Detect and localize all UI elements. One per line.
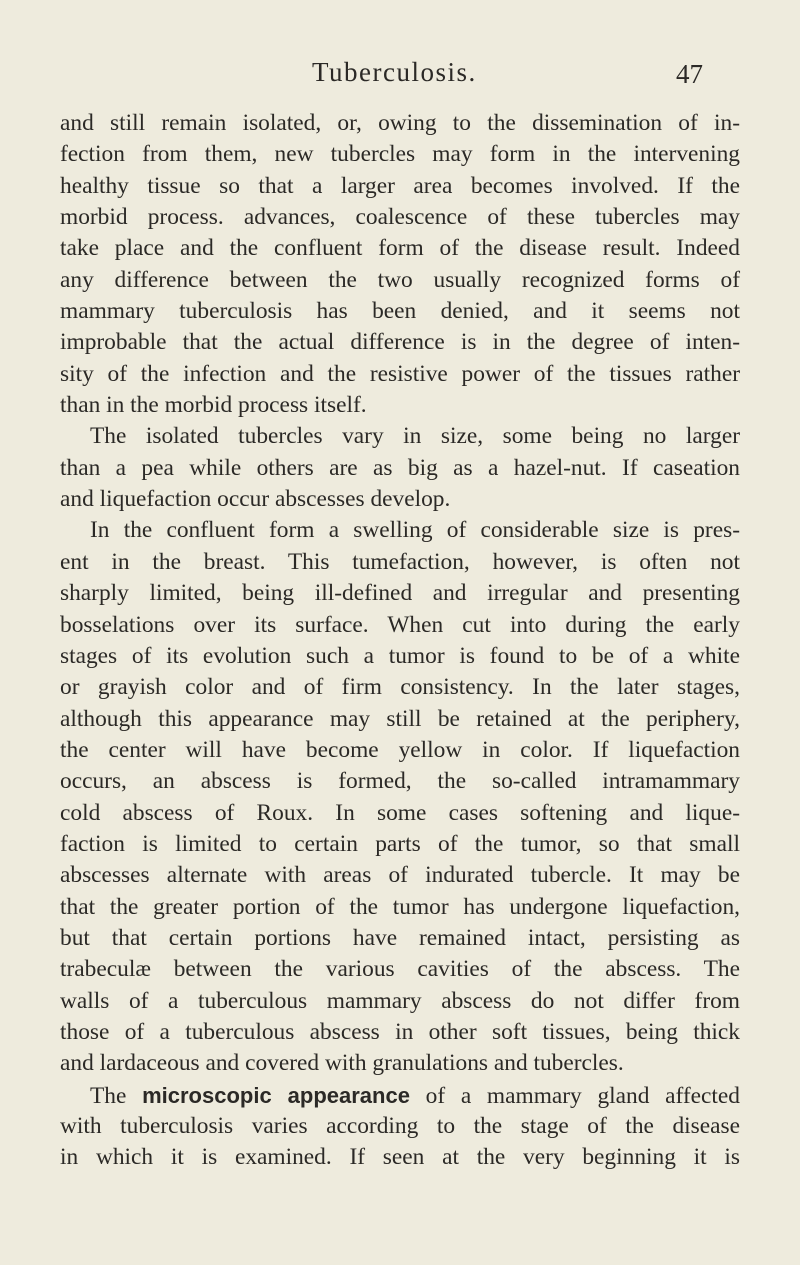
text-line: or grayish color and of firm consistency. In the later stages, [60, 674, 740, 701]
text-line: improbable that the actual difference is in the degree of inten- [60, 329, 740, 356]
text-line: take place and the confluent form of the disease result. Indeed [60, 235, 740, 262]
text-line: sharply limited, being ill-defined and irregular and presenting [60, 580, 740, 607]
text-line-with-bold-term [60, 1080, 740, 1111]
text-line: than in the morbid process itself. [60, 392, 367, 419]
text-line: faction is limited to certain parts of the tumor, so that small [60, 830, 740, 857]
text-line: and still remain isolated, or, owing to the dissemination of in- [60, 110, 740, 136]
text-line: sity of the infection and the resistive power of the tissues rather [60, 360, 740, 387]
text-line: with tuberculosis varies according to the stage of the disease [60, 1113, 740, 1139]
text-line: morbid process. advances, coalescence of these tubercles may [60, 204, 740, 231]
page-number: 47 [676, 59, 703, 89]
text-line: ent in the breast. This tumefaction, however, is often not [60, 548, 740, 575]
text-line: than a pea while others are as big as a hazel-nut. If caseation [60, 454, 740, 481]
text-fragment: The [90, 1082, 143, 1109]
text-line: fection from them, new tubercles may form in the intervening [60, 141, 740, 168]
text-fragment: of a mammary gland affected [409, 1082, 741, 1109]
text-line: those of a tuberculous abscess in other soft tissues, being thick [60, 1018, 740, 1045]
text-line: walls of a tuberculous mammary abscess do not differ from [60, 987, 740, 1014]
text-line: stages of its evolution such a tumor is found to be of a white [60, 642, 740, 669]
text-line: The isolated tubercles vary in size, some being no larger [90, 423, 740, 450]
text-line: and liquefaction occur abscesses develop. [60, 486, 451, 513]
text-line: but that certain portions have remained intact, persisting as [60, 924, 740, 951]
text-line: trabeculæ between the various cavities of the abscess. The [60, 956, 740, 983]
text-line: abscesses alternate with areas of indurated tubercle. It may be [60, 862, 740, 889]
text-line: cold abscess of Roux. In some cases softening and lique- [60, 799, 740, 826]
text-line: mammary tuberculosis has been denied, and it seems not [60, 298, 740, 325]
text-line: bosselations over its surface. When cut into during the early [60, 611, 740, 638]
text-line: in which it is examined. If seen at the very beginning it is [60, 1144, 740, 1171]
text-line: the center will have become yellow in color. If liquefaction [60, 736, 740, 763]
text-line: any difference between the two usually recognized forms of [60, 266, 740, 293]
bold-term-microscopic-appearance: microscopic appearance [142, 1082, 410, 1108]
text-line: In the confluent form a swelling of considerable size is pres- [90, 517, 740, 544]
text-line: healthy tissue so that a larger area becomes involved. If the [60, 172, 740, 199]
text-line: although this appearance may still be retained at the periphery, [60, 705, 740, 732]
text-line: occurs, an abscess is formed, the so-called intramammary [60, 768, 740, 795]
running-head-title: Tuberculosis. [312, 57, 477, 87]
running-head [0, 52, 800, 92]
text-line: that the greater portion of the tumor has undergone liquefaction, [60, 893, 740, 920]
body-text [60, 108, 740, 1174]
text-line: and lardaceous and covered with granulations and tubercles. [60, 1050, 624, 1077]
